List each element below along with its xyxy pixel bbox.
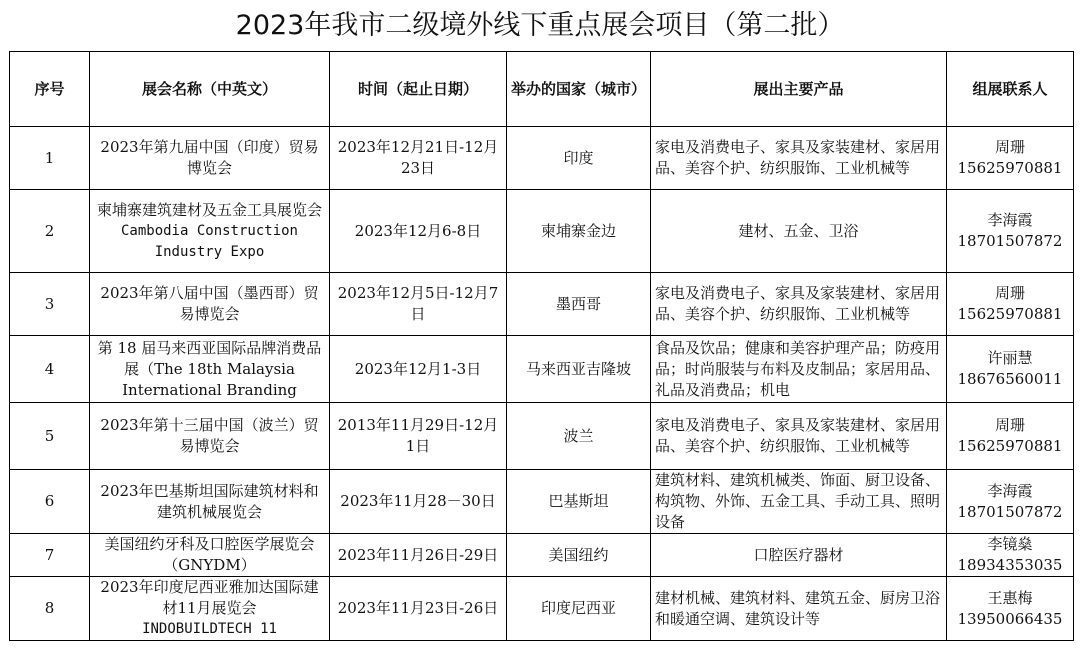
- cell-date: 2023年12月1-3日: [330, 336, 507, 403]
- table-row: [10, 127, 1074, 190]
- contact-name: 许丽慧: [987, 349, 1033, 367]
- contact-name: 李镜燊: [987, 535, 1033, 553]
- contact-phone: 15625970881: [957, 305, 1063, 323]
- cell-date: 2023年12月5日-12月7日: [330, 273, 507, 336]
- products-text: 家电及消费电子、家具及家装建材、家居用品、美容个护、纺织服饰、工业机械等: [655, 138, 941, 177]
- cell-products: [651, 273, 947, 336]
- cell-country: 巴基斯坦: [507, 470, 651, 534]
- cell-contact: [947, 470, 1074, 534]
- cell-name: 2023年第八届中国（墨西哥）贸易博览会: [90, 273, 330, 336]
- cell-country: 马来西亚吉隆坡: [507, 336, 651, 403]
- name-text: 第 18 届马来西亚国际品牌消费品展（The 18th Malaysia International Branding: [97, 338, 322, 399]
- cell-contact: [947, 534, 1074, 577]
- table-row: [10, 470, 1074, 534]
- name-en: Cambodia Construction Industry Expo: [120, 222, 298, 260]
- products-text: 家电及消费电子、家具及家装建材、家居用品、美容个护、纺织服饰、工业机械等: [655, 284, 941, 323]
- header-cell-contact: 组展联系人: [947, 52, 1074, 127]
- header-cell-date: 时间（起止日期）: [330, 52, 507, 127]
- contact-phone: 18701507872: [957, 232, 1063, 250]
- contact-phone: 18934353035: [957, 556, 1063, 574]
- cell-date: 2023年11月23日-26日: [330, 577, 507, 641]
- cell-no: 3: [10, 273, 90, 336]
- name-text: 美国纽约牙科及口腔医学展览会 （GNYDM）: [104, 535, 315, 574]
- cell-name: [90, 336, 330, 403]
- cell-country: 波兰: [507, 403, 651, 470]
- table-row: [10, 336, 1074, 403]
- products-text: 食品及饮品；健康和美容护理产品；防疫用品；时尚服装与布料及皮制品；家居用品、礼品及消费品；机电: [655, 338, 941, 399]
- contact-phone: 18701507872: [957, 502, 1063, 521]
- contact-phone: 15625970881: [957, 159, 1063, 177]
- table-row: [10, 577, 1074, 641]
- contact-name: 周珊: [994, 138, 1025, 156]
- cell-name: [90, 534, 330, 577]
- cell-no: 2: [10, 190, 90, 273]
- cell-no: 8: [10, 577, 90, 641]
- cell-name: 2023年巴基斯坦国际建筑材料和建筑机械展览会: [90, 470, 330, 534]
- cell-no: 7: [10, 534, 90, 577]
- cell-country: 印度尼西亚: [507, 577, 651, 641]
- cell-country: 印度: [507, 127, 651, 190]
- table-row: [10, 273, 1074, 336]
- contact-name: 周珊: [994, 416, 1025, 434]
- cell-country: 柬埔寨金边: [507, 190, 651, 273]
- cell-contact: [947, 403, 1074, 470]
- name-zh: 柬埔寨建筑建材及五金工具展览会: [96, 200, 322, 219]
- cell-name: 2023年第十三届中国（波兰）贸易博览会: [90, 403, 330, 470]
- contact-name: 李海霞: [987, 481, 1033, 500]
- cell-products: [651, 403, 947, 470]
- cell-products: [651, 470, 947, 534]
- cell-contact: [947, 127, 1074, 190]
- cell-country: 墨西哥: [507, 273, 651, 336]
- cell-products: [651, 336, 947, 403]
- header-cell-no: 序号: [10, 52, 90, 127]
- name-zh: 2023年印度尼西亚雅加达国际建材11月展览会: [100, 578, 319, 617]
- cell-products: 建材机械、建筑材料、建筑五金、厨房卫浴和暖通空调、建筑设计等: [651, 577, 947, 641]
- cell-date: 2023年12月21日-12月23日: [330, 127, 507, 190]
- table-row: [10, 403, 1074, 470]
- contact-phone: 13950066435: [957, 609, 1063, 628]
- cell-date: 2013年11月29日-12月1日: [330, 403, 507, 470]
- cell-no: 5: [10, 403, 90, 470]
- cell-date: 2023年12月6-8日: [330, 190, 507, 273]
- cell-products: [651, 127, 947, 190]
- cell-contact: [947, 273, 1074, 336]
- cell-name: [90, 190, 330, 273]
- cell-name: 2023年第九届中国（印度）贸易博览会: [90, 127, 330, 190]
- cell-date: 2023年11月26日-29日: [330, 534, 507, 577]
- cell-country: 美国纽约: [507, 534, 651, 577]
- products-text: 家电及消费电子、家具及家装建材、家居用品、美容个护、纺织服饰、工业机械等: [655, 416, 941, 455]
- cell-no: 1: [10, 127, 90, 190]
- table-row: [10, 190, 1074, 273]
- cell-contact: [947, 336, 1074, 403]
- name-en: INDOBUILDTECH 11: [142, 621, 277, 637]
- cell-name: [90, 577, 330, 641]
- cell-no: 4: [10, 336, 90, 403]
- contact-name: 王惠梅: [987, 588, 1033, 607]
- contact-name: 李海霞: [987, 211, 1033, 229]
- cell-contact: [947, 190, 1074, 273]
- cell-no: 6: [10, 470, 90, 534]
- products-text: 建筑材料、建筑机械类、饰面、厨卫设备、构筑物、外饰、五金工具、手动工具、照明设备: [655, 471, 941, 531]
- header-row: [10, 52, 1074, 127]
- cell-products: 建材、五金、卫浴: [651, 190, 947, 273]
- cell-products: 口腔医疗器材: [651, 534, 947, 577]
- header-cell-products: 展出主要产品: [651, 52, 947, 127]
- page-title: 2023年我市二级境外线下重点展会项目（第二批）: [235, 10, 845, 41]
- header-cell-country: 举办的国家（城市）: [507, 52, 651, 127]
- contact-phone: 15625970881: [957, 437, 1063, 455]
- table-row: [10, 534, 1074, 577]
- exhibition-table: [9, 51, 1074, 641]
- cell-date: 2023年11月28－30日: [330, 470, 507, 534]
- cell-contact: [947, 577, 1074, 641]
- contact-phone: 18676560011: [957, 370, 1063, 388]
- header-cell-name: 展会名称（中英文）: [90, 52, 330, 127]
- contact-name: 周珊: [994, 284, 1025, 302]
